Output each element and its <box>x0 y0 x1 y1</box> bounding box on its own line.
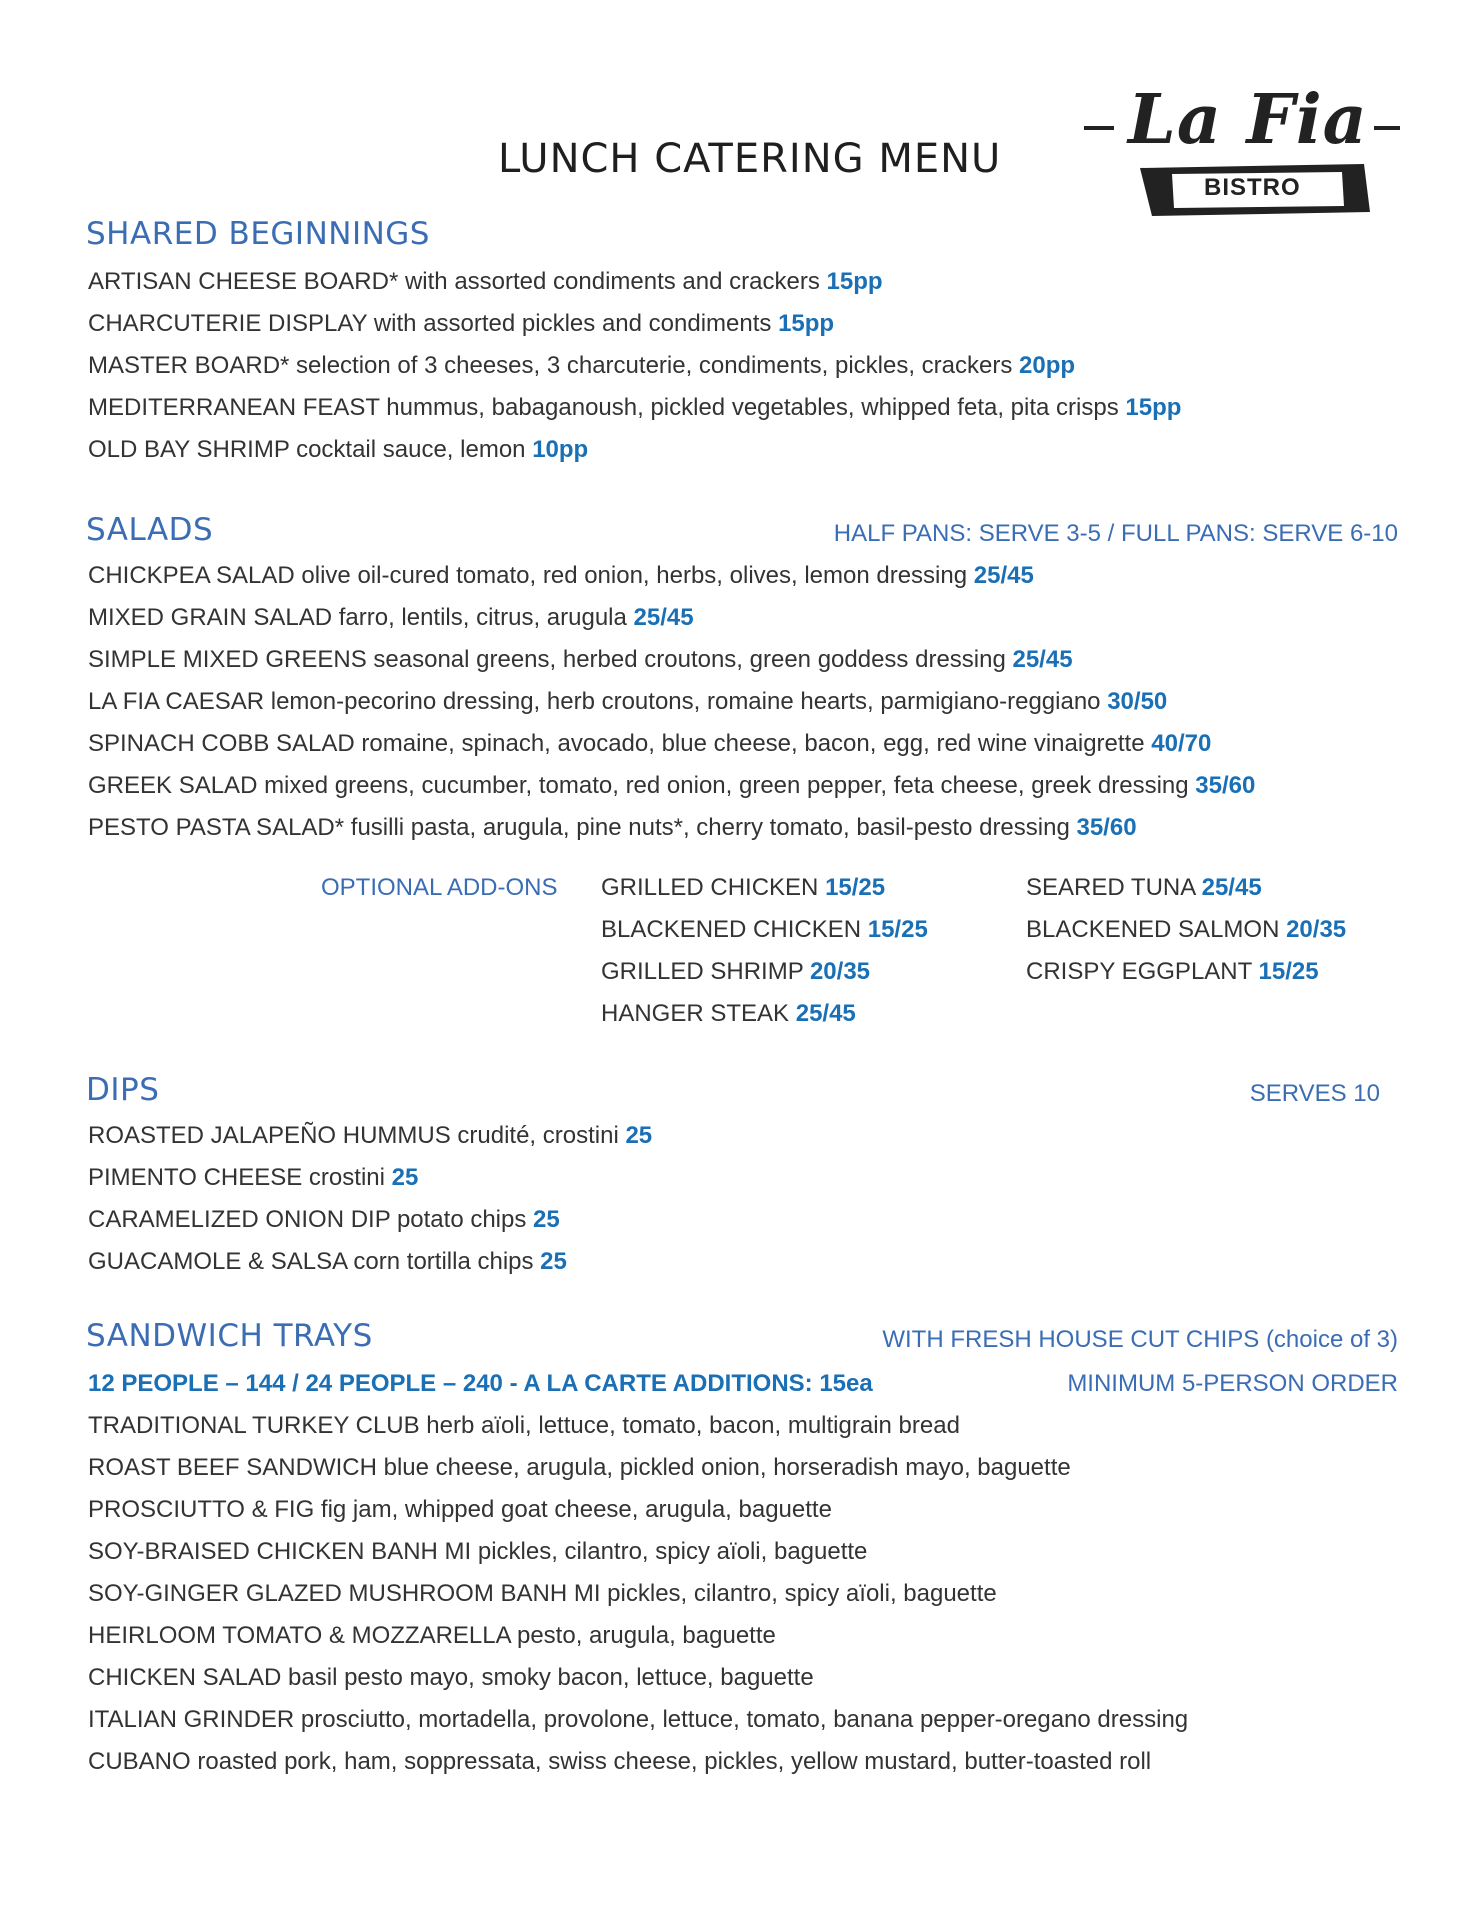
item-name: OLD BAY SHRIMP cocktail sauce, lemon <box>88 436 526 463</box>
item-name: PESTO PASTA SALAD* fusilli pasta, arugula, pine nuts*, cherry tomato, basil-pesto dressing <box>88 814 1070 841</box>
item-price: 15pp <box>778 310 835 337</box>
menu-item: HEIRLOOM TOMATO & MOZZARELLA pesto, arugula, baguette <box>88 1622 776 1649</box>
section-title-shared: SHARED BEGINNINGS <box>86 216 430 252</box>
menu-item <box>88 1164 418 1192</box>
item-name: GREEK SALAD mixed greens, cucumber, tomato, red onion, green pepper, feta cheese, greek dressing <box>88 772 1189 799</box>
section-title-salads: SALADS <box>86 512 214 548</box>
item-name: CHICKPEA SALAD olive oil-cured tomato, red onion, herbs, olives, lemon dressing <box>88 562 968 589</box>
menu-item <box>88 310 834 338</box>
menu-item <box>88 604 694 632</box>
item-price: 20pp <box>1019 352 1076 379</box>
logo-brand: La Fia <box>1128 80 1368 160</box>
menu-item: CHICKEN SALAD basil pesto mayo, smoky bacon, lettuce, baguette <box>88 1664 814 1691</box>
item-name: MIXED GRAIN SALAD farro, lentils, citrus, arugula <box>88 604 627 631</box>
item-price: 25/45 <box>1012 646 1073 673</box>
menu-item <box>88 688 1167 716</box>
addons-label: OPTIONAL ADD-ONS <box>321 874 558 901</box>
item-price: 15pp <box>1125 394 1182 421</box>
addon-item <box>601 1000 856 1028</box>
addon-price: 25/45 <box>795 1000 856 1027</box>
menu-item: PROSCIUTTO & FIG fig jam, whipped goat cheese, arugula, baguette <box>88 1496 832 1523</box>
menu-item <box>88 562 1034 590</box>
addon-name: CRISPY EGGPLANT <box>1026 958 1252 985</box>
menu-item <box>88 1206 560 1234</box>
item-name: ARTISAN CHEESE BOARD* with assorted condiments and crackers <box>88 268 820 295</box>
addon-price: 15/25 <box>1258 958 1319 985</box>
addon-item <box>601 874 885 902</box>
menu-item <box>88 772 1255 800</box>
item-price: 25 <box>625 1122 653 1149</box>
addon-item <box>1026 916 1346 944</box>
menu-item <box>88 1122 652 1150</box>
addon-item <box>601 958 870 986</box>
menu-item: ROAST BEEF SANDWICH blue cheese, arugula, pickled onion, horseradish mayo, baguette <box>88 1454 1071 1481</box>
addon-name: BLACKENED SALMON <box>1026 916 1280 943</box>
item-name: SIMPLE MIXED GREENS seasonal greens, herbed croutons, green goddess dressing <box>88 646 1006 673</box>
addon-name: HANGER STEAK <box>601 1000 790 1027</box>
menu-item <box>88 352 1075 380</box>
addon-item <box>601 916 928 944</box>
dips-note: SERVES 10 <box>1249 1080 1380 1107</box>
menu-item: TRADITIONAL TURKEY CLUB herb aïoli, lettuce, tomato, bacon, multigrain bread <box>88 1412 960 1439</box>
item-name: LA FIA CAESAR lemon-pecorino dressing, herb croutons, romaine hearts, parmigiano-reggiano <box>88 688 1101 715</box>
addon-name: SEARED TUNA <box>1026 874 1195 901</box>
menu-item: CUBANO roasted pork, ham, soppressata, swiss cheese, pickles, yellow mustard, butter-toasted roll <box>88 1748 1152 1775</box>
addon-name: BLACKENED CHICKEN <box>601 916 862 943</box>
item-price: 25/45 <box>973 562 1034 589</box>
item-price: 30/50 <box>1107 688 1168 715</box>
addon-name: GRILLED SHRIMP <box>601 958 804 985</box>
item-price: 35/60 <box>1195 772 1256 799</box>
menu-item <box>88 436 588 464</box>
item-price: 15pp <box>826 268 883 295</box>
section-title-dips: DIPS <box>86 1072 160 1108</box>
menu-item <box>88 814 1137 842</box>
item-price: 25 <box>533 1206 560 1233</box>
menu-item <box>88 730 1211 758</box>
item-name: CARAMELIZED ONION DIP potato chips <box>88 1206 527 1233</box>
item-price: 25/45 <box>633 604 694 631</box>
section-title-sandwiches: SANDWICH TRAYS <box>86 1318 373 1354</box>
menu-item <box>88 646 1073 674</box>
item-name: MASTER BOARD* selection of 3 cheeses, 3 charcuterie, condiments, pickles, crackers <box>88 352 1013 379</box>
menu-item: SOY-BRAISED CHICKEN BANH MI pickles, cilantro, spicy aïoli, baguette <box>88 1538 868 1565</box>
logo-sub: BISTRO <box>1204 174 1301 201</box>
addon-price: 25/45 <box>1201 874 1262 901</box>
menu-item: SOY-GINGER GLAZED MUSHROOM BANH MI pickles, cilantro, spicy aïoli, baguette <box>88 1580 997 1607</box>
item-name: ROASTED JALAPEÑO HUMMUS crudité, crostini <box>88 1122 619 1149</box>
addon-price: 20/35 <box>1286 916 1347 943</box>
menu-item <box>88 268 883 296</box>
item-name: SPINACH COBB SALAD romaine, spinach, avocado, blue cheese, bacon, egg, red wine vinaigrette <box>88 730 1145 757</box>
sandwiches-note: WITH FRESH HOUSE CUT CHIPS (choice of 3) <box>882 1326 1398 1353</box>
item-price: 10pp <box>532 436 589 463</box>
addon-price: 15/25 <box>825 874 886 901</box>
minimum-order-note: MINIMUM 5-PERSON ORDER <box>1067 1370 1398 1397</box>
item-price: 25 <box>540 1248 567 1275</box>
item-price: 25 <box>391 1164 419 1191</box>
addon-price: 20/35 <box>809 958 871 985</box>
item-name: MEDITERRANEAN FEAST hummus, babaganoush, pickled vegetables, whipped feta, pita crisps <box>88 394 1119 421</box>
item-name: GUACAMOLE & SALSA corn tortilla chips <box>88 1248 534 1275</box>
menu-item: ITALIAN GRINDER prosciutto, mortadella, provolone, lettuce, tomato, banana pepper-oregano dressing <box>88 1706 1189 1733</box>
sandwich-pricing: 12 PEOPLE – 144 / 24 PEOPLE – 240 - A LA CARTE ADDITIONS: 15ea <box>88 1370 873 1397</box>
salads-note: HALF PANS: SERVE 3-5 / FULL PANS: SERVE 6-10 <box>833 520 1398 547</box>
addon-item <box>1026 874 1262 902</box>
addon-price: 15/25 <box>867 916 928 943</box>
addon-item <box>1026 958 1319 986</box>
addon-name: GRILLED CHICKEN <box>601 874 819 901</box>
item-name: PIMENTO CHEESE crostini <box>88 1164 385 1191</box>
item-name: CHARCUTERIE DISPLAY with assorted pickles and condiments <box>88 310 772 337</box>
page-title: LUNCH CATERING MENU <box>498 136 1002 182</box>
item-price: 35/60 <box>1076 814 1137 841</box>
la-fia-bistro-logo <box>1082 78 1402 228</box>
menu-item <box>88 394 1181 422</box>
menu-item <box>88 1248 567 1276</box>
item-price: 40/70 <box>1151 730 1212 757</box>
